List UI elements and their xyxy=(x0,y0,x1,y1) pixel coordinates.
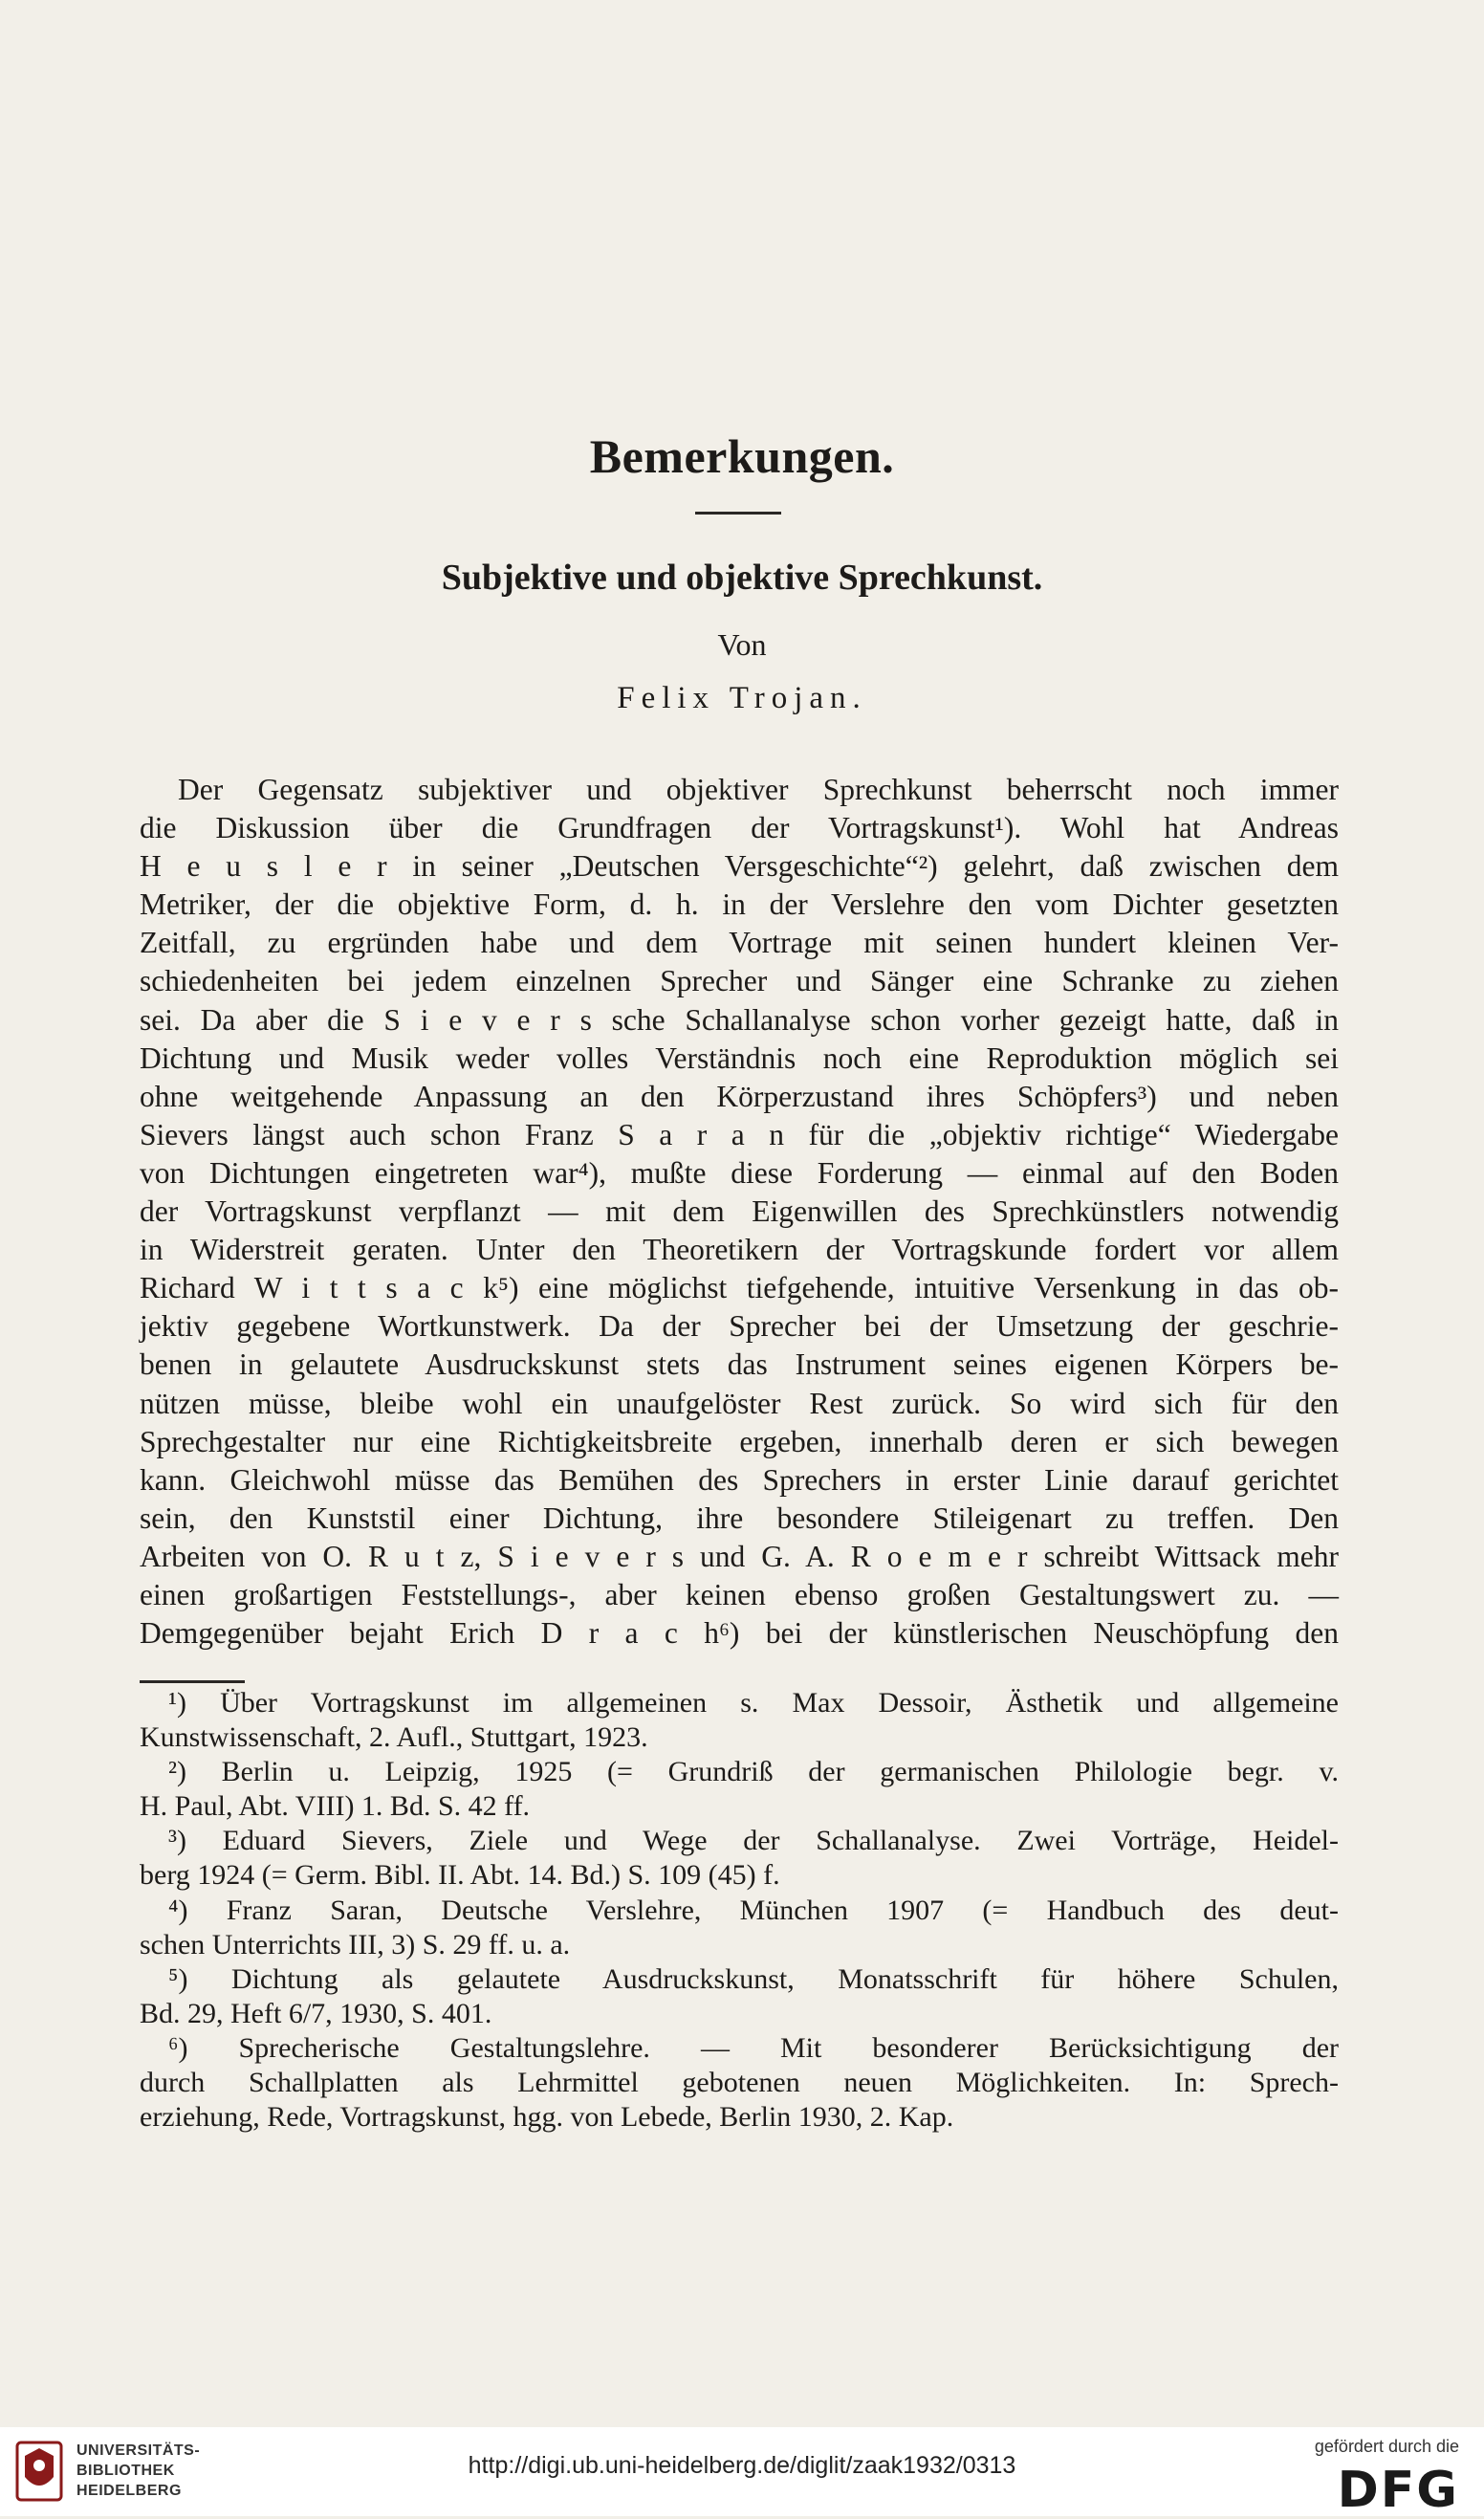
body-text xyxy=(140,771,1339,1653)
body-line: nützen müsse, bleibe wohl ein unaufgelöster Rest zurück. So wird sich für den xyxy=(140,1386,1339,1420)
footnote-line: berg 1924 (= Germ. Bibl. II. Abt. 14. Bd.) S. 109 (45) f. xyxy=(140,1859,780,1892)
footnote-line: ⁴) Franz Saran, Deutsche Verslehre, München 1907 (= Handbuch des deut- xyxy=(168,1894,1339,1926)
footnote-line: Bd. 29, Heft 6/7, 1930, S. 401. xyxy=(140,1997,492,2029)
author-name: Felix Trojan. xyxy=(617,681,867,715)
footnote-line: schen Unterrichts III, 3) S. 29 ff. u. a. xyxy=(140,1928,571,1960)
body-line: Sievers längst auch schon Franz S a r a n für die „objektiv richtige“ Wiedergabe xyxy=(140,1117,1339,1151)
footnote-line: ⁵) Dichtung als gelautete Ausdruckskunst, Monatsschrift für höhere Schulen, xyxy=(168,1962,1339,1995)
body-line: kann. Gleichwohl müsse das Bemühen des Sprechers in erster Linie darauf gerichtet xyxy=(140,1462,1339,1497)
body-line: Dichtung und Musik weder volles Verständnis noch eine Reproduktion möglich sei xyxy=(140,1040,1339,1075)
byline-von: Von xyxy=(717,627,767,662)
sponsor-caption: gefördert durch die xyxy=(1314,2437,1459,2456)
body-line: von Dichtungen eingetreten war⁴), mußte diese Forderung — einmal auf den Boden xyxy=(140,1155,1339,1190)
body-line: Richard W i t t s a c k⁵) eine möglichst tiefgehende, intuitive Versenkung in das ob- xyxy=(140,1271,1339,1305)
body-line: schiedenheiten bei jedem einzelnen Sprecher und Sänger eine Schranke zu ziehen xyxy=(140,964,1339,998)
body-line: Der Gegensatz subjektiver und objektiver Sprechkunst beherrscht noch immer xyxy=(178,773,1339,806)
footnote-line: erziehung, Rede, Vortragskunst, hgg. von Lebede, Berlin 1930, 2. Kap. xyxy=(140,2101,954,2134)
body-line: sei. Da aber die S i e v e r s sche Schallanalyse schon vorher gezeigt hatte, daß in xyxy=(140,1002,1339,1037)
body-line: sein, den Kunststil einer Dichtung, ihre besondere Stileigenart zu treffen. Den xyxy=(140,1500,1339,1535)
footnote-line: ³) Eduard Sievers, Ziele und Wege der Schallanalyse. Zwei Vorträge, Heidel- xyxy=(168,1825,1339,1857)
body-line: jektiv gegebene Wortkunstwerk. Da der Sprecher bei der Umsetzung der geschrie- xyxy=(140,1309,1339,1344)
permalink-url[interactable]: http://digi.ub.uni-heidelberg.de/diglit/zaak1932/0313 xyxy=(468,2452,1016,2479)
library-line-3: HEIDELBERG xyxy=(76,2483,182,2499)
heading-rule xyxy=(695,512,781,515)
body-line: ohne weitgehende Anpassung an den Körperzustand ihres Schöpfers³) und neben xyxy=(140,1079,1339,1113)
footnote-line: H. Paul, Abt. VIII) 1. Bd. S. 42 ff. xyxy=(140,1790,531,1823)
body-line: H e u s l e r in seiner „Deutschen Versgeschichte“²) gelehrt, daß zwischen dem xyxy=(140,849,1339,884)
body-line: benen in gelautete Ausdruckskunst stets das Instrument seines eigenen Körpers be- xyxy=(140,1347,1339,1382)
footnote-rule xyxy=(140,1680,245,1683)
footnote-line: ²) Berlin u. Leipzig, 1925 (= Grundriß der germanischen Philologie begr. v. xyxy=(168,1756,1339,1788)
footnotes xyxy=(140,1686,1339,2135)
footnote-line: durch Schallplatten als Lehrmittel gebotenen neuen Möglichkeiten. In: Sprech- xyxy=(140,2067,1339,2099)
section-heading: Bemerkungen. xyxy=(589,429,895,483)
body-line: Metriker, der die objektive Form, d. h. in der Verslehre den vom Dichter gesetzten xyxy=(140,887,1339,922)
body-line: einen großartigen Feststellungs-, aber keinen ebenso großen Gestaltungswert zu. — xyxy=(140,1577,1339,1611)
dfg-logo: DFG xyxy=(1337,2462,1459,2519)
footer-bar xyxy=(0,2427,1484,2519)
body-line: die Diskussion über die Grundfragen der Vortragskunst¹). Wohl hat Andreas xyxy=(140,811,1339,845)
body-line: Sprechgestalter nur eine Richtigkeitsbreite ergeben, innerhalb deren er sich bewegen xyxy=(140,1424,1339,1458)
body-line: Zeitfall, zu ergründen habe und dem Vortrage mit seinen hundert kleinen Ver- xyxy=(140,926,1339,960)
body-line: der Vortragskunst verpflanzt — mit dem Eigenwillen des Sprechkünstlers notwendig xyxy=(140,1194,1339,1229)
library-line-1: UNIVERSITÄTS- xyxy=(76,2442,201,2459)
body-line: Arbeiten von O. R u t z, S i e v e r s und G. A. R o e m e r schreibt Wittsack mehr xyxy=(140,1539,1339,1573)
footnote-line: Kunstwissenschaft, 2. Aufl., Stuttgart, 1923. xyxy=(140,1721,648,1754)
body-line: Demgegenüber bejaht Erich D r a c h⁶) bei der künstlerischen Neuschöpfung den xyxy=(140,1616,1339,1651)
footnote-line: ¹) Über Vortragskunst im allgemeinen s. Max Dessoir, Ästhetik und allgemeine xyxy=(168,1687,1339,1719)
footnote-line: ⁶) Sprecherische Gestaltungslehre. — Mit besonderer Berücksichtigung der xyxy=(168,2031,1339,2064)
article-title: Subjektive und objektive Sprechkunst. xyxy=(441,558,1043,598)
body-line: in Widerstreit geraten. Unter den Theoretikern der Vortragskunde fordert vor allem xyxy=(140,1233,1339,1267)
library-line-2: BIBLIOTHEK xyxy=(76,2463,175,2479)
